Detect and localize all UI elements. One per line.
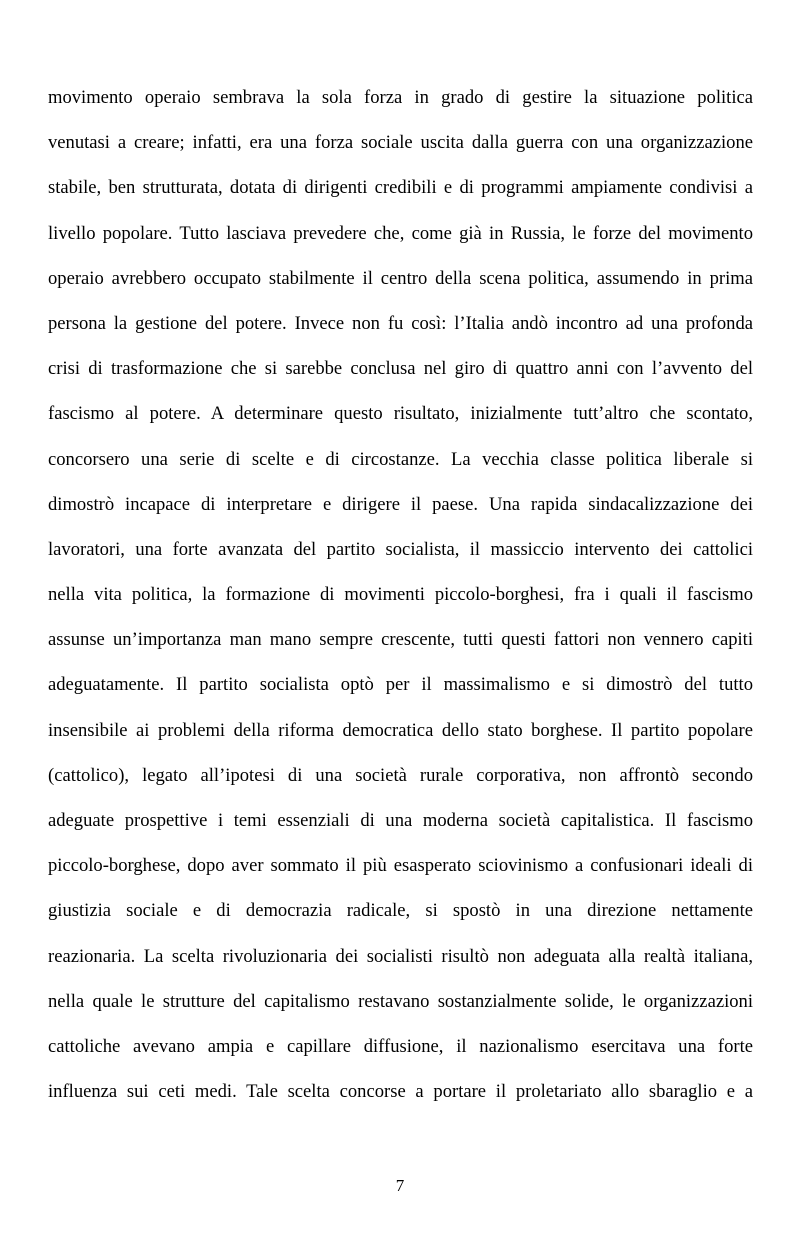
text-line: adeguatamente. Il partito socialista optò per il massimalismo e si dimostrò del tutto xyxy=(48,674,753,696)
text-line: influenza sui ceti medi. Tale scelta concorse a portare il proletariato allo sbaraglio e a xyxy=(48,1081,753,1103)
text-line: fascismo al potere. A determinare questo risultato, inizialmente tutt’altro che scontato, xyxy=(48,403,753,425)
text-line: stabile, ben strutturata, dotata di dirigenti credibili e di programmi ampiamente condivisi a xyxy=(48,177,753,199)
text-line: (cattolico), legato all’ipotesi di una società rurale corporativa, non affrontò secondo xyxy=(48,764,753,786)
text-line: livello popolare. Tutto lasciava prevedere che, come già in Russia, le forze del movimento xyxy=(48,222,753,244)
text-line: giustizia sociale e di democrazia radicale, si spostò in una direzione nettamente xyxy=(48,900,753,922)
text-line: dimostrò incapace di interpretare e dirigere il paese. Una rapida sindacalizzazione dei xyxy=(48,493,753,515)
text-line: cattoliche avevano ampia e capillare diffusione, il nazionalismo esercitava una forte xyxy=(48,1035,753,1057)
text-line: movimento operaio sembrava la sola forza in grado di gestire la situazione politica xyxy=(48,87,753,108)
text-line: crisi di trasformazione che si sarebbe conclusa nel giro di quattro anni con l’avvento del xyxy=(48,358,753,380)
text-line: lavoratori, una forte avanzata del partito socialista, il massiccio intervento dei cattolici xyxy=(48,538,753,560)
text-line: assunse un’importanza man mano sempre crescente, tutti questi fattori non vennero capiti xyxy=(48,629,753,651)
text-line: piccolo-borghese, dopo aver sommato il più esasperato sciovinismo a confusionari ideali di xyxy=(48,855,753,877)
text-line: reazionaria. La scelta rivoluzionaria dei socialisti risultò non adeguata alla realtà italiana, xyxy=(48,945,753,967)
text-line: concorsero una serie di scelte e di circostanze. La vecchia classe politica liberale si xyxy=(48,448,753,470)
text-line: persona la gestione del potere. Invece non fu così: l’Italia andò incontro ad una profonda xyxy=(48,312,753,334)
page-number: 7 xyxy=(395,1176,405,1195)
text-line: adeguate prospettive i temi essenziali di una moderna società capitalistica. Il fascismo xyxy=(48,810,753,831)
text-line: nella quale le strutture del capitalismo restavano sostanzialmente solide, le organizzazioni xyxy=(48,990,753,1012)
text-line: operaio avrebbero occupato stabilmente il centro della scena politica, assumendo in prima xyxy=(48,267,753,289)
text-line: insensibile ai problemi della riforma democratica dello stato borghese. Il partito popolare xyxy=(48,719,753,741)
text-line: venutasi a creare; infatti, era una forza sociale uscita dalla guerra con una organizzazione xyxy=(48,132,753,154)
body-paragraph xyxy=(48,82,753,1121)
text-line: nella vita politica, la formazione di movimenti piccolo-borghesi, fra i quali il fascismo xyxy=(48,584,753,606)
